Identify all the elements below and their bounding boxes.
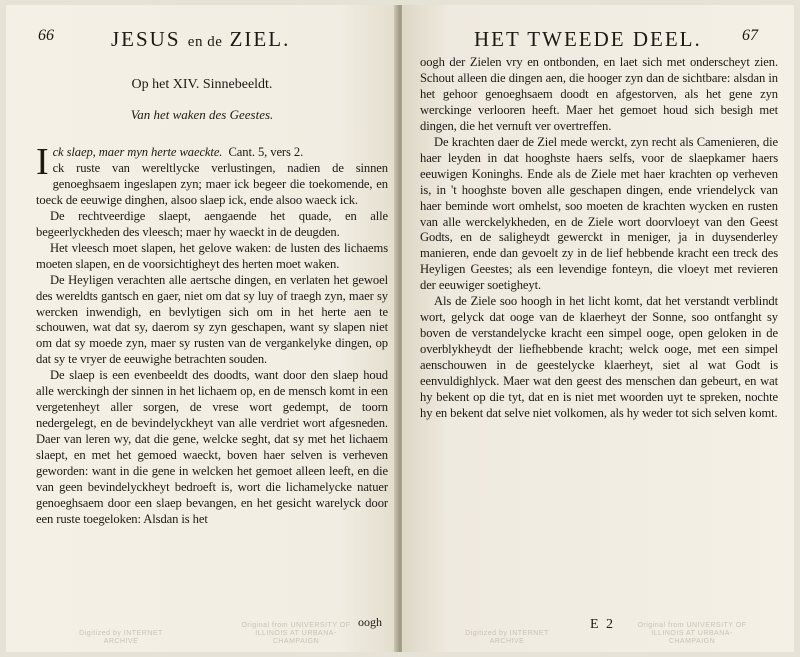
- paragraph: De krachten daer de Ziel mede werckt, zyn recht als Camenieren, die haer leyden in dat hooghste haers selfs, voor de slaepkamer haers eeuwigen Koninghs. Ende als de Ziele met haer krachten op verheven is, in 't hooghste boven alle geschapen dingen, ende vriendelyck van haer beminde wort omhelst, soo moeten de krachten wycken en rusten van alle werckelykheden, en de Ziele wort doorvloeyt van den Geest Godts, en de saligheydt gewerckt in meniger, ja in duysenderley manieren, ende dan gevoelt zy in de lief hebbende kracht een treck des Heyligen Geestes; als een levendige fonteyn, die vloeyt met revieren der eeuwiger soetigheyt.: [420, 134, 778, 293]
- section-heading: Op het XIV. Sinnebeeldt.: [131, 77, 273, 92]
- running-head-en-de: en de: [187, 34, 223, 50]
- book-spread: [6, 5, 794, 652]
- paragraph: ck ruste van wereltlycke verlustingen, nadien de sinnen genoeghsaem ingeslapen zyn; maer ick begeer die toekomende, en toeck de eeuwige dinghen, alsoo slaep ick, ende alsoo waeck ick.: [36, 160, 388, 207]
- section-subheading: Van het waken des Geestes.: [130, 107, 274, 122]
- original-stamp: Original from UNIVERSITY OF ILLINOIS AT URBANA-CHAMPAIGN: [241, 622, 351, 645]
- right-page: [402, 5, 794, 652]
- right-page-number: 67: [742, 27, 758, 44]
- paragraph: De Heyligen verachten alle aertsche dingen, en verlaten het gewoel des wereldts gantsch en gaer, niet om dat sy luy of traegh zyn, maer sy wercken inwendigh, en bevlytigen sich om in het herte aen te schouwen, wat dat sy, daerom sy zyn geschapen, want sy slapen niet om dat sy moede zyn, maer sy rusten van de vergankelyke dingen, op dat sy te vryer de eeuwighe betrachten souden.: [36, 272, 388, 367]
- left-page-number: 66: [38, 27, 54, 44]
- paragraph: Als de Ziele soo hoogh in het licht komt, dat het verstandt verblindt wort, gelyck dat ooge van de klaerheyt der Sonne, soo ontfanght sy boven de verstandelycke kracht een simpel ooge, open geloken in de overblykheydt der liefhebbende kracht; welck ooge, met een simpel aenschouwen in de geestelycke klaerheyt, siet al wat Godt is eenvuldighlyck. Maer wat den geest des menschen dan gebeurt, en wat hy bekent op die tyt, dat en is niet met woorden uyt te spreken, nochte hy en bekent dat selve niet volkomen, als hy weder tot sich selven komt.: [420, 294, 778, 420]
- paragraph: oogh der Zielen vry en ontbonden, en laet sich met onderscheyt zien. Schout alleen die dingen aen, die hooger zyn dan de sichtbare: alsdan in het gehoor genoeghsaem doodt en afgestorven, als het gene zyn werckinge verlooren heeft. Maer het gemoet houd sich besigh met dingen, die het vernuft ver overtreffen.: [420, 55, 778, 133]
- verse-reference: Cant. 5, vers 2.: [228, 145, 304, 159]
- digitized-stamp: Digitized by INTERNET ARCHIVE: [79, 630, 163, 645]
- drop-cap: I: [36, 141, 49, 183]
- left-page: [6, 5, 398, 652]
- verse-line: [36, 141, 388, 209]
- catchword: oogh: [358, 615, 382, 629]
- left-body-text: [36, 141, 388, 528]
- running-head-ziel: ZIEL.: [229, 27, 291, 51]
- right-running-head: HET TWEEDE DEEL.: [474, 27, 702, 51]
- digitized-stamp: Digitized by INTERNET ARCHIVE: [465, 630, 549, 645]
- left-running-head: [111, 27, 290, 54]
- paragraph: Het vleesch moet slapen, het gelove waken: de lusten des lichaems moeten slapen, en de voorsichtigheyt des herten moet waken.: [36, 240, 388, 271]
- right-body-text: [420, 55, 778, 422]
- signature-mark: E 2: [590, 617, 616, 632]
- paragraph: De slaep is een evenbeeldt des doodts, want door den slaep houd alle werckingh der sinnen in het lichaem op, en de mensch komt in een vergetenheyt aller sorgen, de vrese wort gedempt, de toorn nedergelegt, en de bevindelyckheyt van alle verdriet wort afgesneden. Daer van leren wy, dat die gene, welcke seght, dat sy met het lichaem slaept, en met het gemoed waeckt, boven haer selven is verheven geworden: want in die gene in welcken het gemoet alleen leeft, en die van geen bevindelyckheyt bedroeft is, wort die lichamelycke natuer genoeghsaem door een slaep bevangen, en het gesicht warelyck door een ruste toegeloken: Alsdan is het: [36, 368, 388, 526]
- original-stamp: Original from UNIVERSITY OF ILLINOIS AT URBANA-CHAMPAIGN: [637, 622, 747, 645]
- paragraph: De rechtveerdige slaept, aengaende het quade, en alle begeerlyckheden des vleesch; maer hy waeckt in de deugden.: [36, 208, 388, 239]
- running-head-jesus: JESUS: [111, 27, 181, 51]
- verse-quote: ck slaep, maer myn herte waeckte.: [52, 145, 223, 159]
